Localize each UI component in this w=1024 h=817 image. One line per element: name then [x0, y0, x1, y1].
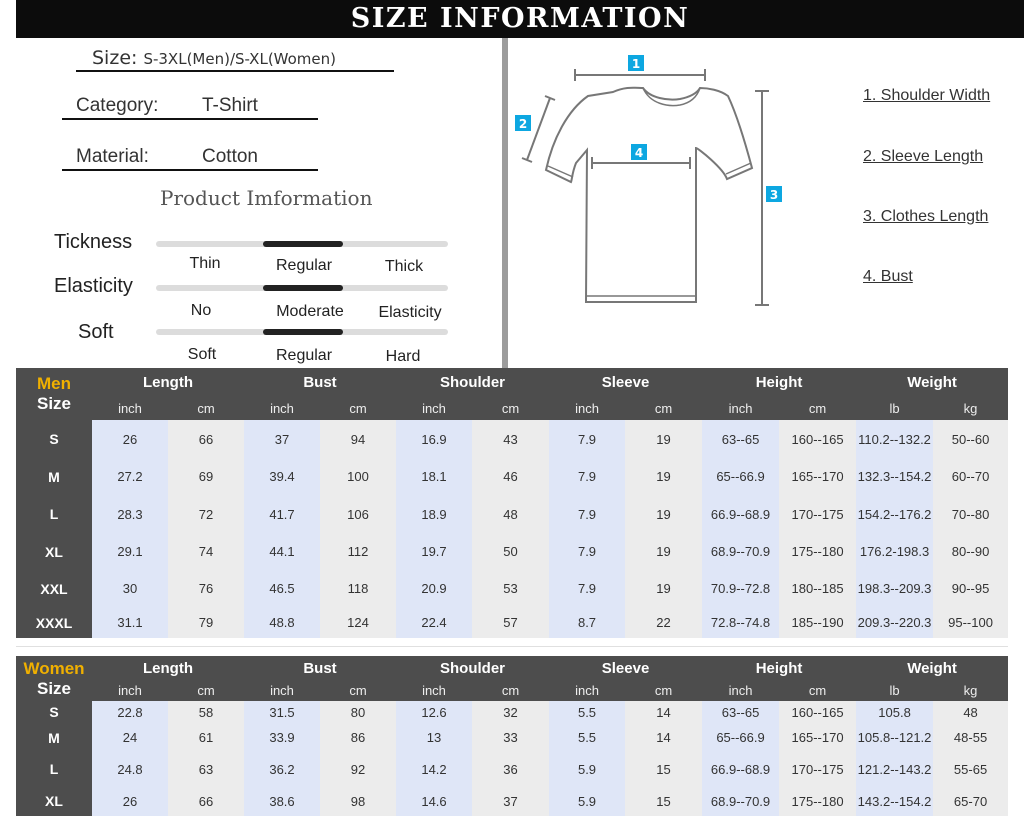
men-size-cell: XXL	[16, 570, 92, 607]
legend-clothes-length: 3. Clothes Length	[863, 208, 989, 225]
women-value-cell: 15	[625, 786, 702, 816]
men-unit-header: inch	[549, 397, 625, 420]
women-value-cell: 66.9--68.9	[702, 752, 779, 786]
men-unit-header: inch	[702, 397, 779, 420]
women-value-cell: 80	[320, 701, 396, 723]
men-unit-header: cm	[168, 397, 244, 420]
women-unit-header: cm	[472, 680, 549, 701]
marker-1-label: 1	[631, 57, 641, 71]
marker-4-label: 4	[634, 146, 644, 160]
men-size-label: Size	[36, 394, 72, 413]
women-value-cell: 61	[168, 723, 244, 752]
men-value-cell: 28.3	[92, 495, 168, 533]
women-value-cell: 22.8	[92, 701, 168, 723]
table-separator	[16, 646, 1008, 647]
spec-material-label: Material:	[76, 146, 149, 167]
attr-elasticity-label: Elasticity	[54, 275, 133, 297]
men-value-cell: 132.3--154.2	[856, 458, 933, 495]
women-col-group: Sleeve	[549, 656, 702, 680]
attr-elasticity-scale	[156, 285, 448, 291]
women-value-cell: 32	[472, 701, 549, 723]
men-value-cell: 80--90	[933, 533, 1008, 570]
men-col-group: Length	[92, 368, 244, 397]
men-value-cell: 118	[320, 570, 396, 607]
men-value-cell: 66.9--68.9	[702, 495, 779, 533]
women-value-cell: 5.5	[549, 723, 625, 752]
women-size-row	[16, 786, 1008, 816]
men-value-cell: 198.3--209.3	[856, 570, 933, 607]
legend-shoulder-width: 1. Shoulder Width	[863, 87, 991, 104]
men-value-cell: 94	[320, 420, 396, 458]
men-value-cell: 63--65	[702, 420, 779, 458]
women-size-cell: XL	[16, 786, 92, 816]
women-col-group: Height	[702, 656, 856, 680]
women-value-cell: 65--66.9	[702, 723, 779, 752]
women-value-cell: 175--180	[779, 786, 856, 816]
women-unit-header: inch	[702, 680, 779, 701]
men-value-cell: 48	[472, 495, 549, 533]
spec-material	[62, 146, 318, 171]
men-value-cell: 180--185	[779, 570, 856, 607]
spec-category-label: Category:	[76, 95, 159, 116]
men-col-group: Bust	[244, 368, 396, 397]
women-value-cell: 160--165	[779, 701, 856, 723]
women-value-cell: 26	[92, 786, 168, 816]
product-specs-panel	[16, 38, 502, 368]
women-unit-header: inch	[549, 680, 625, 701]
men-size-cell: XL	[16, 533, 92, 570]
women-size-cell: S	[16, 701, 92, 723]
men-unit-header: kg	[933, 397, 1008, 420]
women-value-cell: 5.9	[549, 752, 625, 786]
men-unit-header: inch	[244, 397, 320, 420]
women-value-cell: 33.9	[244, 723, 320, 752]
women-value-cell: 170--175	[779, 752, 856, 786]
men-size-cell: XXXL	[16, 607, 92, 638]
attr-elasticity-option: No	[190, 302, 212, 319]
men-col-group: Shoulder	[396, 368, 549, 397]
women-value-cell: 121.2--143.2	[856, 752, 933, 786]
men-value-cell: 39.4	[244, 458, 320, 495]
women-value-cell: 15	[625, 752, 702, 786]
men-value-cell: 79	[168, 607, 244, 638]
men-value-cell: 66	[168, 420, 244, 458]
men-value-cell: 72.8--74.8	[702, 607, 779, 638]
men-value-cell: 7.9	[549, 458, 625, 495]
men-size-header	[16, 368, 92, 420]
women-value-cell: 143.2--154.2	[856, 786, 933, 816]
men-value-cell: 19	[625, 420, 702, 458]
men-value-cell: 22.4	[396, 607, 472, 638]
women-value-cell: 63	[168, 752, 244, 786]
men-value-cell: 112	[320, 533, 396, 570]
men-value-cell: 70.9--72.8	[702, 570, 779, 607]
women-value-cell: 36	[472, 752, 549, 786]
legend-bust: 4. Bust	[863, 268, 913, 285]
men-value-cell: 70--80	[933, 495, 1008, 533]
men-value-cell: 72	[168, 495, 244, 533]
women-value-cell: 12.6	[396, 701, 472, 723]
women-value-cell: 37	[472, 786, 549, 816]
men-value-cell: 20.9	[396, 570, 472, 607]
men-value-cell: 95--100	[933, 607, 1008, 638]
men-value-cell: 175--180	[779, 533, 856, 570]
men-value-cell: 7.9	[549, 570, 625, 607]
women-col-group: Length	[92, 656, 244, 680]
men-value-cell: 53	[472, 570, 549, 607]
men-value-cell: 50--60	[933, 420, 1008, 458]
men-value-cell: 31.1	[92, 607, 168, 638]
men-size-cell: L	[16, 495, 92, 533]
men-col-group: Weight	[856, 368, 1008, 397]
women-col-group: Bust	[244, 656, 396, 680]
men-unit-header: inch	[396, 397, 472, 420]
page-title: SIZE INFORMATION	[16, 0, 1024, 38]
spec-category-value: T-Shirt	[202, 95, 258, 116]
women-unit-header: cm	[625, 680, 702, 701]
men-unit-header: inch	[92, 397, 168, 420]
women-size-table	[16, 656, 1008, 816]
attr-thickness-option: Thick	[384, 258, 424, 275]
product-info-title: Product Imformation	[160, 186, 373, 210]
men-value-cell: 50	[472, 533, 549, 570]
women-value-cell: 98	[320, 786, 396, 816]
legend-sleeve-length: 2. Sleeve Length	[863, 148, 984, 165]
attr-thickness-option: Regular	[275, 257, 333, 274]
men-value-cell: 76	[168, 570, 244, 607]
women-value-cell: 65-70	[933, 786, 1008, 816]
men-value-cell: 19	[625, 458, 702, 495]
attr-elasticity-option: Elasticity	[378, 304, 442, 321]
spec-size-value: S-3XL(Men)/S-XL(Women)	[143, 50, 336, 68]
women-value-cell: 14.2	[396, 752, 472, 786]
women-value-cell: 68.9--70.9	[702, 786, 779, 816]
men-value-cell: 7.9	[549, 533, 625, 570]
men-value-cell: 37	[244, 420, 320, 458]
women-unit-header: inch	[92, 680, 168, 701]
men-size-cell: S	[16, 420, 92, 458]
attr-softness-option: Hard	[385, 348, 421, 365]
women-value-cell: 86	[320, 723, 396, 752]
women-value-cell: 92	[320, 752, 396, 786]
women-unit-header: cm	[779, 680, 856, 701]
men-value-cell: 124	[320, 607, 396, 638]
men-value-cell: 170--175	[779, 495, 856, 533]
women-value-cell: 55-65	[933, 752, 1008, 786]
attr-softness-scale	[156, 329, 448, 335]
men-col-group: Height	[702, 368, 856, 397]
men-unit-header: cm	[320, 397, 396, 420]
men-value-cell: 43	[472, 420, 549, 458]
men-value-cell: 7.9	[549, 495, 625, 533]
women-value-cell: 38.6	[244, 786, 320, 816]
women-value-cell: 58	[168, 701, 244, 723]
tshirt-outline	[546, 88, 752, 302]
men-size-cell: M	[16, 458, 92, 495]
women-size-row	[16, 752, 1008, 786]
men-value-cell: 19	[625, 533, 702, 570]
men-value-cell: 22	[625, 607, 702, 638]
men-value-cell: 46	[472, 458, 549, 495]
women-value-cell: 63--65	[702, 701, 779, 723]
women-size-row	[16, 701, 1008, 723]
attr-softness-label: Soft	[78, 321, 114, 343]
spec-size	[76, 47, 394, 72]
men-value-cell: 29.1	[92, 533, 168, 570]
women-gender-label: Women	[23, 658, 85, 678]
women-col-group: Weight	[856, 656, 1008, 680]
women-value-cell: 14	[625, 723, 702, 752]
marker-3-label: 3	[769, 188, 779, 202]
women-size-label: Size	[36, 678, 72, 698]
women-unit-header: lb	[856, 680, 933, 701]
women-value-cell: 5.5	[549, 701, 625, 723]
men-value-cell: 26	[92, 420, 168, 458]
men-size-row	[16, 495, 1008, 533]
men-size-row	[16, 533, 1008, 570]
men-value-cell: 48.8	[244, 607, 320, 638]
men-size-row	[16, 458, 1008, 495]
men-value-cell: 69	[168, 458, 244, 495]
men-value-cell: 19	[625, 570, 702, 607]
men-unit-header: cm	[625, 397, 702, 420]
men-value-cell: 74	[168, 533, 244, 570]
attr-softness-option: Regular	[275, 347, 333, 364]
attr-thickness-option: Thin	[189, 255, 221, 272]
men-value-cell: 8.7	[549, 607, 625, 638]
women-value-cell: 165--170	[779, 723, 856, 752]
attr-thickness-scale	[156, 241, 448, 247]
men-value-cell: 44.1	[244, 533, 320, 570]
women-size-cell: L	[16, 752, 92, 786]
men-value-cell: 19.7	[396, 533, 472, 570]
men-value-cell: 27.2	[92, 458, 168, 495]
attr-thickness-indicator	[263, 241, 343, 247]
attr-elasticity-option: Moderate	[276, 303, 344, 320]
men-gender-label: Men	[37, 374, 71, 393]
measurement-diagram-panel	[508, 38, 1024, 368]
women-value-cell: 48	[933, 701, 1008, 723]
women-value-cell: 24	[92, 723, 168, 752]
women-value-cell: 5.9	[549, 786, 625, 816]
men-value-cell: 18.9	[396, 495, 472, 533]
men-value-cell: 209.3--220.3	[856, 607, 933, 638]
men-value-cell: 16.9	[396, 420, 472, 458]
men-value-cell: 160--165	[779, 420, 856, 458]
women-value-cell: 14	[625, 701, 702, 723]
men-value-cell: 100	[320, 458, 396, 495]
women-value-cell: 31.5	[244, 701, 320, 723]
attr-softness-option: Soft	[187, 346, 217, 363]
men-value-cell: 176.2-198.3	[856, 533, 933, 570]
men-value-cell: 110.2--132.2	[856, 420, 933, 458]
women-unit-header: cm	[320, 680, 396, 701]
women-unit-header: inch	[244, 680, 320, 701]
men-value-cell: 165--170	[779, 458, 856, 495]
attr-elasticity-indicator	[263, 285, 343, 291]
men-value-cell: 57	[472, 607, 549, 638]
women-value-cell: 48-55	[933, 723, 1008, 752]
men-value-cell: 68.9--70.9	[702, 533, 779, 570]
women-value-cell: 36.2	[244, 752, 320, 786]
women-col-group: Shoulder	[396, 656, 549, 680]
men-value-cell: 185--190	[779, 607, 856, 638]
attr-softness-indicator	[263, 329, 343, 335]
spec-size-label: Size:	[92, 47, 138, 69]
men-value-cell: 46.5	[244, 570, 320, 607]
spec-material-value: Cotton	[202, 146, 258, 167]
women-size-header	[16, 656, 92, 701]
spec-category	[62, 95, 318, 120]
men-value-cell: 106	[320, 495, 396, 533]
men-value-cell: 65--66.9	[702, 458, 779, 495]
attr-thickness-label: Tickness	[54, 231, 133, 253]
men-value-cell: 18.1	[396, 458, 472, 495]
women-value-cell: 33	[472, 723, 549, 752]
men-value-cell: 19	[625, 495, 702, 533]
women-value-cell: 105.8	[856, 701, 933, 723]
women-value-cell: 105.8--121.2	[856, 723, 933, 752]
men-unit-header: lb	[856, 397, 933, 420]
men-col-group: Sleeve	[549, 368, 702, 397]
men-value-cell: 30	[92, 570, 168, 607]
men-value-cell: 90--95	[933, 570, 1008, 607]
men-size-table	[16, 368, 1008, 638]
women-unit-header: inch	[396, 680, 472, 701]
women-value-cell: 14.6	[396, 786, 472, 816]
men-value-cell: 41.7	[244, 495, 320, 533]
women-value-cell: 24.8	[92, 752, 168, 786]
marker-2-label: 2	[518, 117, 528, 131]
men-value-cell: 7.9	[549, 420, 625, 458]
women-value-cell: 13	[396, 723, 472, 752]
women-unit-header: kg	[933, 680, 1008, 701]
men-size-row	[16, 570, 1008, 607]
men-value-cell: 154.2--176.2	[856, 495, 933, 533]
women-unit-header: cm	[168, 680, 244, 701]
men-unit-header: cm	[779, 397, 856, 420]
men-size-row	[16, 420, 1008, 458]
women-size-cell: M	[16, 723, 92, 752]
men-size-row	[16, 607, 1008, 638]
women-value-cell: 66	[168, 786, 244, 816]
men-value-cell: 60--70	[933, 458, 1008, 495]
women-size-row	[16, 723, 1008, 752]
men-unit-header: cm	[472, 397, 549, 420]
